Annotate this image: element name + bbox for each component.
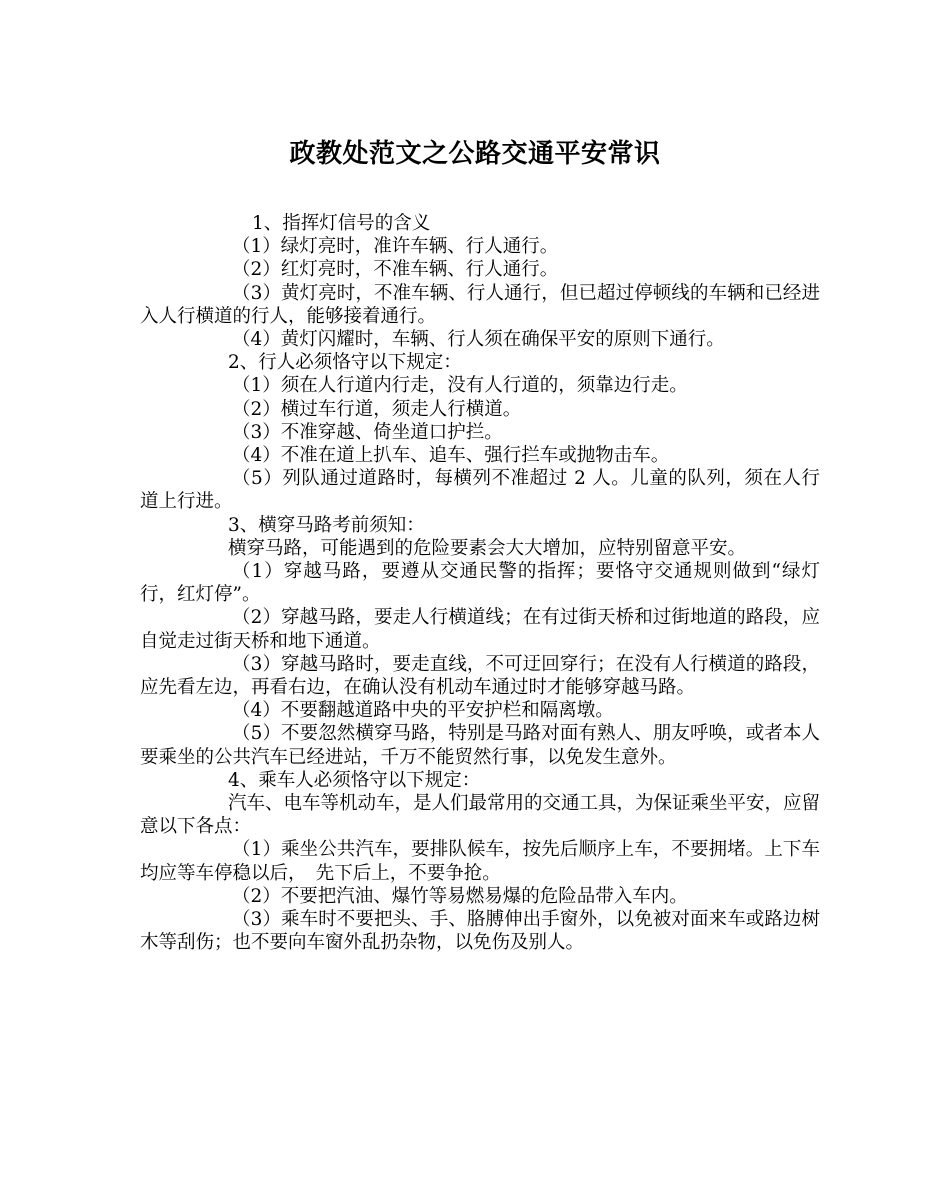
paragraph: （1）须在人行道内行走，没有人行道的，须靠边行走。 — [232, 375, 688, 397]
document-title: 政教处范文之公路交通平安常识 — [289, 139, 661, 169]
paragraph: （4）黄灯闪耀时，车辆、行人须在确保平安的原则下通行。 — [232, 329, 725, 351]
paragraph: 汽车、电车等机动车，是人们最常用的交通工具，为保证乘坐平安，应留意以下各点： — [140, 793, 821, 838]
paragraph: （5）列队通过道路时，每横列不准超过 2 人。儿童的队列，须在人行道上行进。 — [140, 468, 820, 513]
paragraph: 横穿马路，可能遇到的危险要素会大大增加，应特别留意平安。 — [228, 537, 747, 559]
paragraph: （1）穿越马路，要遵从交通民警的指挥；要恪守交通规则做到“绿灯行，红灯停”。 — [140, 561, 820, 606]
section-heading-2: 2、行人必须恪守以下规定： — [228, 352, 462, 374]
paragraph: （3）不准穿越、倚坐道口护拦。 — [232, 421, 503, 443]
paragraph: （3）黄灯亮时，不准车辆、行人通行，但已超过停顿线的车辆和已经进入人行横道的行人，能够接着通行。 — [140, 282, 820, 327]
paragraph: （4）不准在道上扒车、追车、强行拦车或抛物击车。 — [232, 445, 670, 467]
paragraph: （2）横过车行道，须走人行横道。 — [232, 398, 522, 420]
section-heading-4: 4、乘车人必须恪守以下规定： — [228, 769, 481, 791]
paragraph: （2）红灯亮时，不准车辆、行人通行。 — [232, 259, 559, 281]
document-body — [140, 212, 820, 955]
paragraph: （4）不要翻越道路中央的平安护栏和隔离墩。 — [232, 700, 614, 722]
paragraph: （2）不要把汽油、爆竹等易燃易爆的危险品带入车内。 — [232, 885, 688, 907]
paragraph: （1）绿灯亮时，准许车辆、行人通行。 — [232, 236, 559, 258]
paragraph: （3）乘车时不要把头、手、胳膊伸出手窗外，以免被对面来车或路边树木等刮伤；也不要向车窗外乱扔杂物，以免伤及别人。 — [140, 909, 820, 954]
paragraph: （5）不要忽然横穿马路，特别是马路对面有熟人、朋友呼唤，或者本人要乘坐的公共汽车已经进站，千万不能贸然行事，以免发生意外。 — [140, 723, 820, 768]
paragraph: （2）穿越马路，要走人行横道线；在有过街天桥和过街地道的路段，应自觉走过街天桥和地下通道。 — [140, 607, 820, 652]
paragraph: （1）乘坐公共汽车，要排队候车，按先后顺序上车，不要拥堵。上下车均应等车停稳以后， 先下后上，不要争抢。 — [140, 839, 820, 884]
section-heading-3: 3、横穿马路考前须知： — [228, 514, 425, 536]
section-heading-1: 1、指挥灯信号的含义 — [252, 213, 431, 234]
paragraph: （3）穿越马路时，要走直线，不可迂回穿行；在没有人行横道的路段，应先看左边，再看右边，在确认没有机动车通过时才能够穿越马路。 — [140, 653, 820, 699]
